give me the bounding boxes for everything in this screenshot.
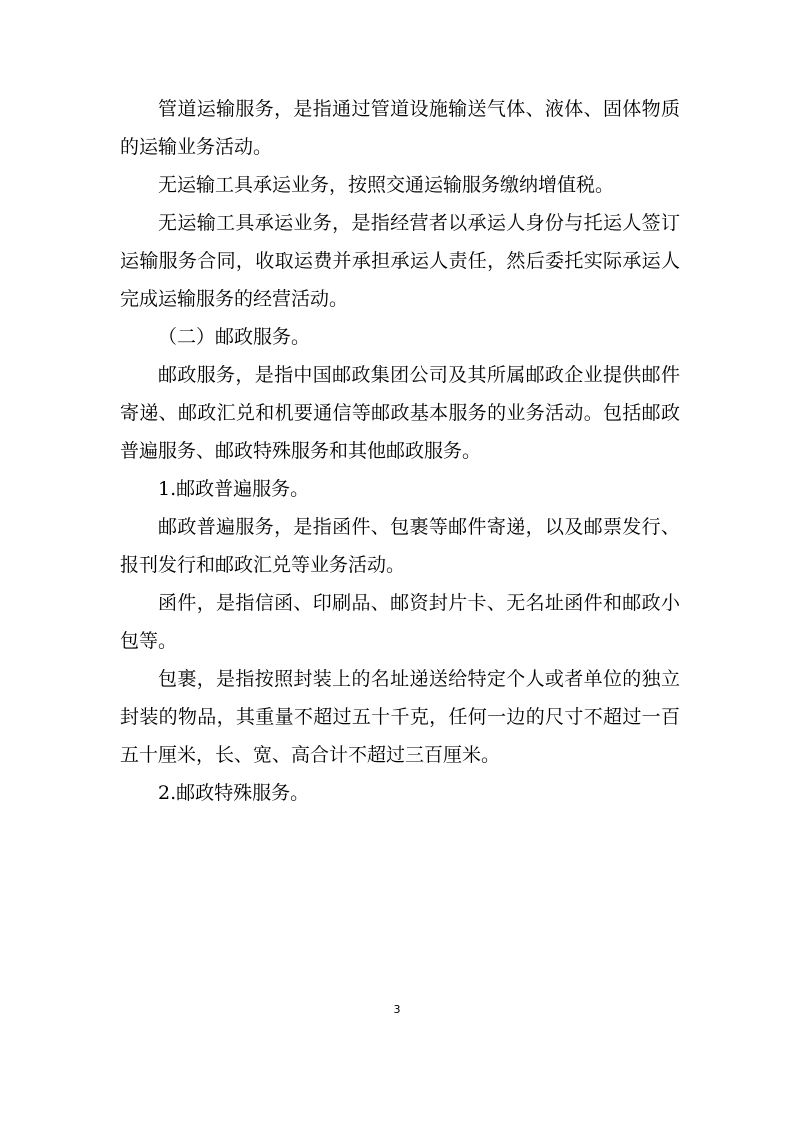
- subheading-universal-postal-service: 1.邮政普遍服务。: [158, 478, 310, 500]
- body-text: [120, 90, 680, 812]
- paragraph-no-vehicle-carrier-tax: 无运输工具承运业务，按照交通运输服务缴纳增值税。: [158, 174, 615, 196]
- section-heading-postal-services: （二）邮政服务。: [158, 326, 311, 348]
- subheading-special-postal-service: 2.邮政特殊服务。: [158, 782, 310, 804]
- page-number: 3: [393, 1003, 401, 1016]
- paragraph-postal-services-definition: 邮政服务，是指中国邮政集团公司及其所属邮政企业提供邮件寄递、邮政汇兑和机要通信等邮政基本服务的业务活动。包括邮政普遍服务、邮政特殊服务和其他邮政服务。: [120, 364, 680, 462]
- paragraph-universal-postal-service: 邮政普遍服务，是指函件、包裹等邮件寄递，以及邮票发行、报刊发行和邮政汇兑等业务活动。: [120, 516, 680, 576]
- paragraph-pipeline-transport: 管道运输服务，是指通过管道设施输送气体、液体、固体物质的运输业务活动。: [120, 98, 680, 158]
- paragraph-letters-definition: 函件，是指信函、印刷品、邮资封片卡、无名址函件和邮政小包等。: [120, 592, 680, 652]
- paragraph-parcels-definition: 包裹，是指按照封装上的名址递送给特定个人或者单位的独立封装的物品，其重量不超过五十千克，任何一边的尺寸不超过一百五十厘米，长、宽、高合计不超过三百厘米。: [120, 668, 680, 766]
- paragraph-no-vehicle-carrier-definition: 无运输工具承运业务，是指经营者以承运人身份与托运人签订运输服务合同，收取运费并承担承运人责任，然后委托实际承运人完成运输服务的经营活动。: [120, 212, 680, 310]
